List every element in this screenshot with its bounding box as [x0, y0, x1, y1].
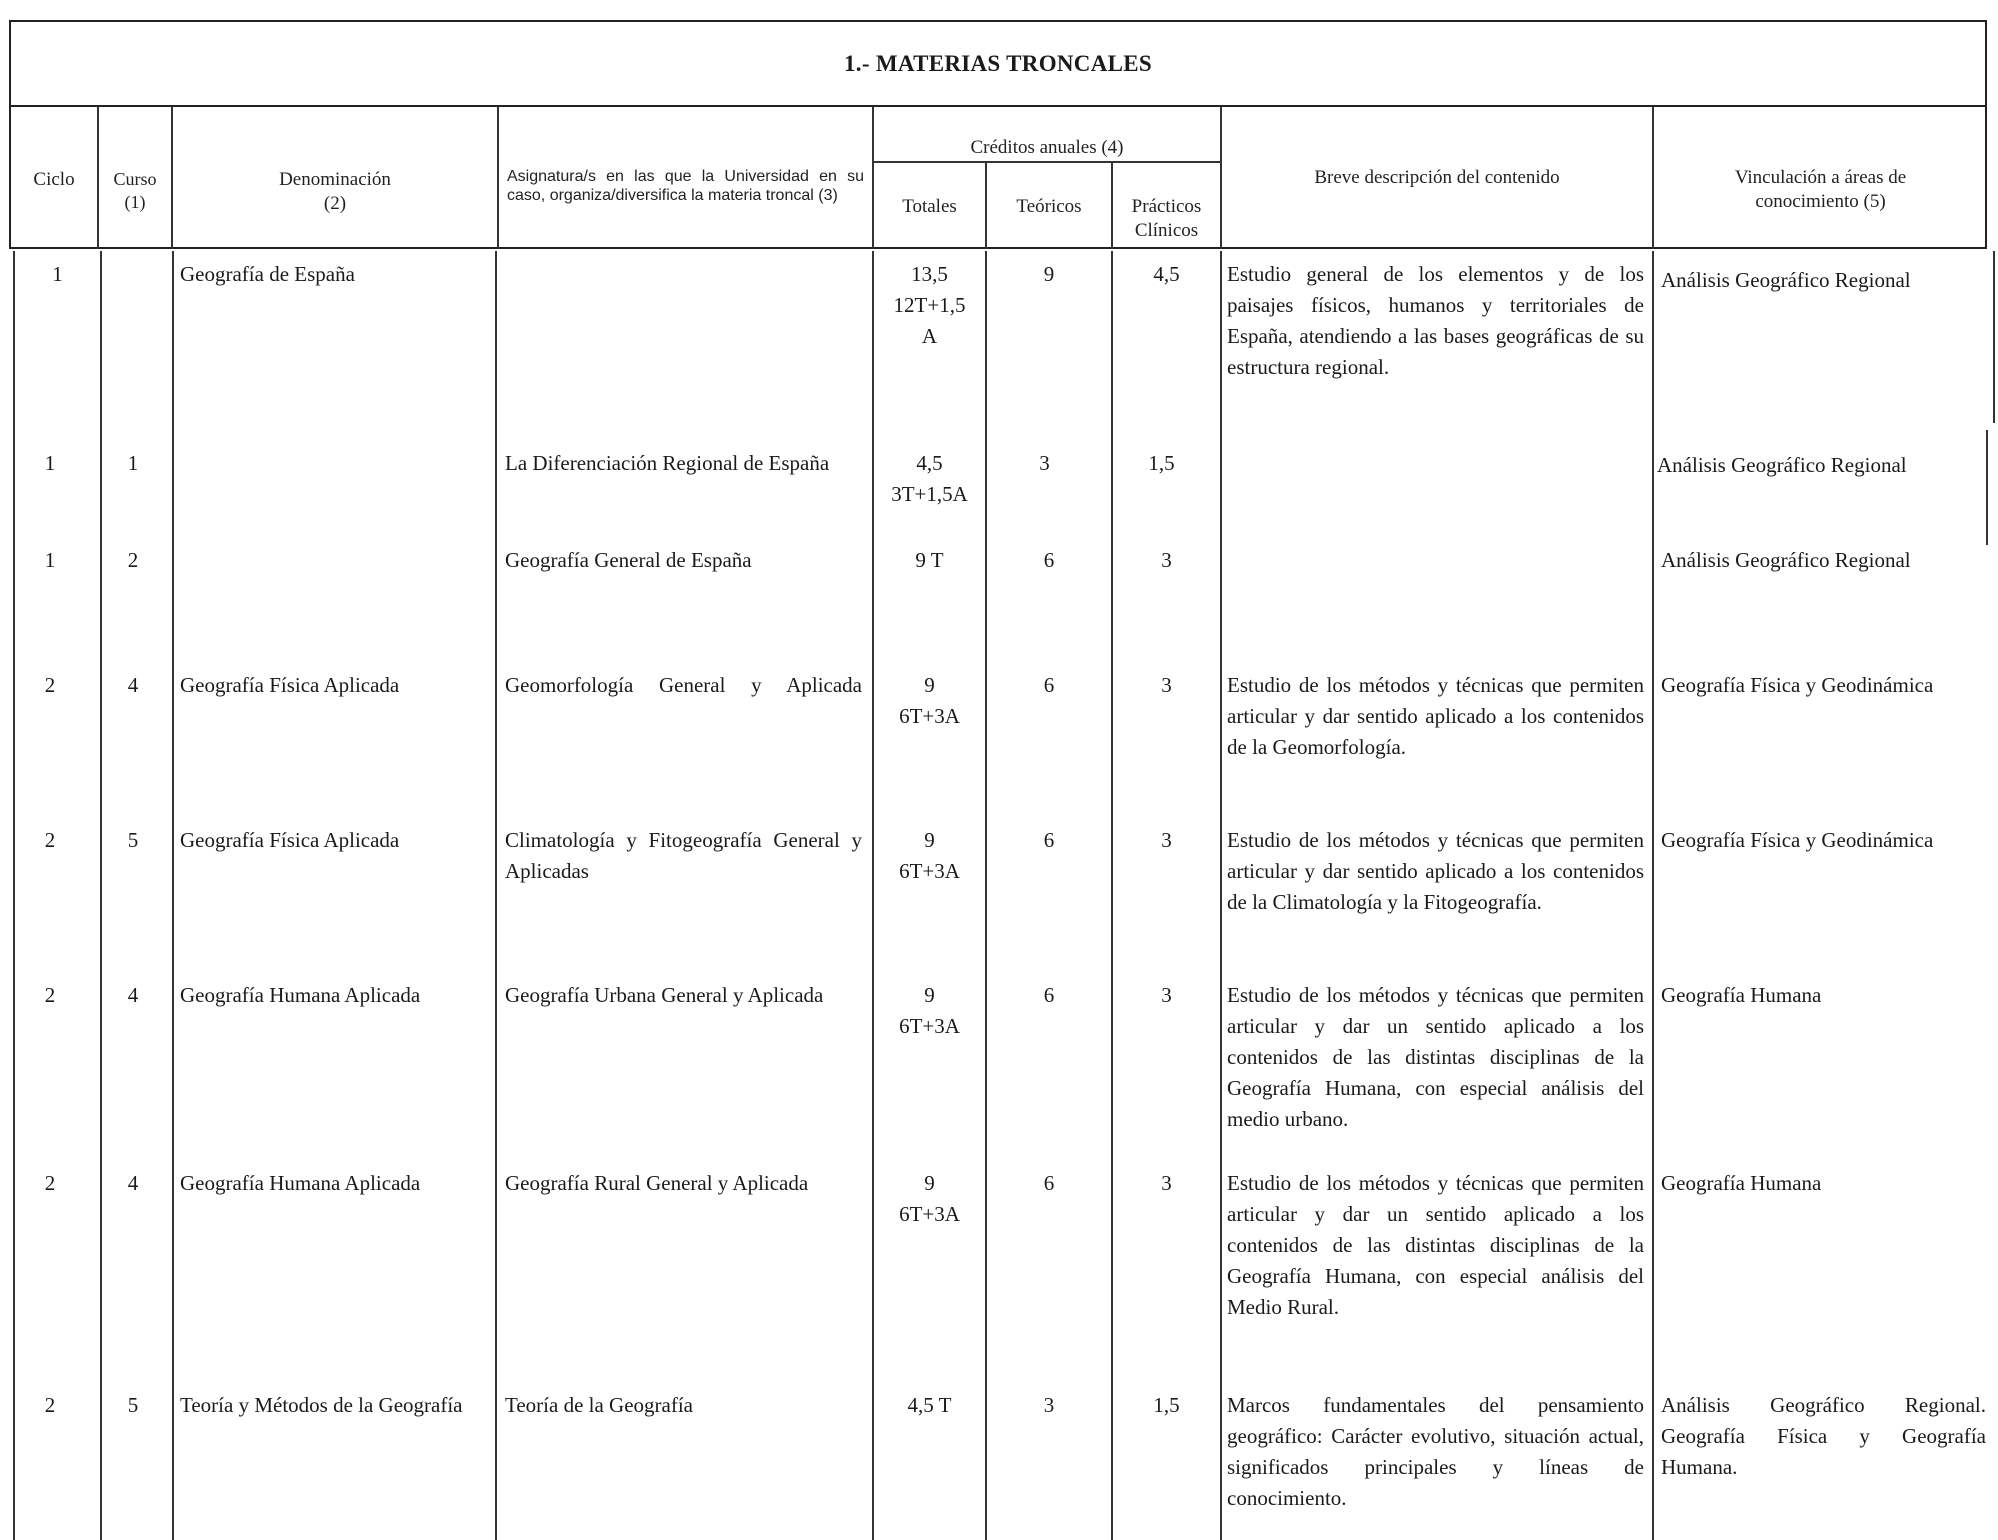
cell-vinculacion: Análisis Geográfico Regional [1657, 453, 1907, 477]
totales-line: 6T+3A [899, 1014, 960, 1038]
header-subdivider [872, 161, 1220, 163]
body-column-rule [13, 251, 15, 1540]
cell-denominacion: Geografía de España [180, 262, 355, 286]
header-divider [497, 107, 499, 249]
cell-descripcion: Estudio de los métodos y técnicas que permiten articular y dar un sentido aplicado a los contenidos de las distintas disciplinas de la Geografía Humana, con especial análisis del Medio Rural. [1227, 1171, 1644, 1319]
cell-teoricos: 3 [1043, 1393, 1055, 1417]
header-vinculacion [1654, 166, 1987, 214]
header-denominacion-label: Denominación [279, 169, 391, 190]
totales-line: 9 [924, 983, 935, 1007]
title-box [9, 20, 1987, 107]
cell-teoricos: 6 [1043, 1171, 1055, 1195]
cell-descripcion: Estudio de los métodos y técnicas que permiten articular y dar sentido aplicado a los contenidos de la Geomorfología. [1227, 673, 1644, 759]
cell-ciclo: 1 [44, 548, 56, 572]
body-column-rule [1986, 430, 1988, 545]
cell-asignatura: Geografía Rural General y Aplicada [505, 1171, 809, 1195]
totales-line: 3T+1,5A [891, 482, 968, 506]
header-curso-note: (1) [124, 192, 146, 212]
cell-practicos: 4,5 [1153, 262, 1180, 286]
cell-ciclo: 2 [44, 828, 56, 852]
header-denominacion [173, 168, 497, 216]
cell-vinculacion: Análisis Geográfico Regional [1661, 548, 1911, 572]
totales-line: 4,5 T [907, 1393, 952, 1417]
cell-teoricos: 6 [1043, 983, 1055, 1007]
cell-descripcion: Estudio general de los elementos y de los paisajes físicos, humanos y territoriales de España, atendiendo a las bases geográficas de su estructura regional. [1227, 262, 1644, 379]
body-column-rule [1652, 251, 1654, 1540]
header-denominacion-note: (2) [323, 193, 347, 214]
cell-curso: 4 [127, 1171, 139, 1195]
cell-asignatura: Teoría de la Geografía [505, 1393, 694, 1417]
cell-totales [874, 670, 985, 732]
cell-ciclo: 1 [52, 262, 63, 286]
cell-vinculacion: Geografía Humana [1661, 1171, 1822, 1195]
cell-curso: 5 [127, 1393, 139, 1417]
cell-ciclo: 2 [44, 673, 56, 697]
cell-vinculacion: Análisis Geográfico Regional. Geografía Física y Geografía Humana. [1661, 1393, 1986, 1479]
header-descripcion: Breve descripción del contenido [1314, 167, 1560, 188]
header-teoricos: Teóricos [1016, 196, 1082, 217]
cell-teoricos: 6 [1043, 828, 1055, 852]
cell-curso: 4 [127, 673, 139, 697]
header-totales: Totales [902, 196, 957, 217]
header-vinculacion-label: Vinculación a áreas de [1734, 167, 1907, 188]
body-column-rule [495, 251, 497, 1540]
cell-practicos: 3 [1161, 673, 1172, 697]
cell-totales [874, 448, 985, 510]
cell-ciclo: 2 [44, 983, 56, 1007]
totales-line: 6T+3A [899, 704, 960, 728]
cell-vinculacion: Análisis Geográfico Regional [1661, 268, 1911, 292]
header-practicos [1113, 195, 1220, 243]
cell-practicos: 3 [1161, 548, 1172, 572]
totales-line: A [921, 324, 938, 348]
cell-totales [874, 825, 985, 887]
cell-descripcion: Marcos fundamentales del pensamiento geográfico: Carácter evolutivo, situación actual, significados principales y líneas de conocimiento. [1227, 1393, 1644, 1510]
cell-teoricos: 6 [1043, 548, 1055, 572]
cell-vinculacion: Geografía Física y Geodinámica [1661, 673, 1934, 697]
body-column-rule [985, 251, 987, 1540]
header-divider [872, 107, 874, 249]
cell-denominacion: Teoría y Métodos de la Geografía [180, 1393, 463, 1417]
cell-curso: 2 [127, 548, 139, 572]
cell-practicos: 3 [1161, 1171, 1172, 1195]
header-ciclo: Ciclo [33, 169, 75, 190]
totales-line: 9 [924, 828, 935, 852]
cell-teoricos: 9 [1043, 262, 1055, 286]
totales-line: 4,5 [916, 451, 943, 475]
header-curso-label: Curso [113, 169, 157, 189]
cell-denominacion: Geografía Humana Aplicada [180, 1171, 421, 1195]
cell-practicos: 3 [1161, 828, 1172, 852]
cell-practicos: 3 [1161, 983, 1172, 1007]
totales-line: 6T+3A [899, 859, 960, 883]
cell-totales [874, 259, 985, 352]
cell-denominacion: Geografía Física Aplicada [180, 673, 400, 697]
header-practicos-label: Prácticos [1131, 196, 1202, 217]
body-column-rule [1220, 251, 1222, 1540]
totales-line: 12T+1,5 [893, 293, 966, 317]
cell-totales [874, 1168, 985, 1230]
cell-totales [874, 545, 985, 576]
body-column-rule [172, 251, 174, 1540]
cell-asignatura: Climatología y Fitogeografía General y Aplicadas [505, 828, 862, 883]
cell-curso: 4 [127, 983, 139, 1007]
cell-teoricos: 3 [1039, 451, 1050, 475]
page-title: 1.- MATERIAS TRONCALES [844, 50, 1152, 76]
body-column-rule [872, 251, 874, 1540]
cell-descripcion: Estudio de los métodos y técnicas que permiten articular y dar sentido aplicado a los contenidos de la Climatología y la Fitogeografía. [1227, 828, 1644, 914]
cell-practicos: 1,5 [1148, 451, 1175, 475]
header-curso [99, 168, 171, 214]
totales-line: 9 [924, 673, 935, 697]
header-clinicos-label: Clínicos [1134, 220, 1199, 241]
body-column-rule [1111, 251, 1113, 1540]
totales-line: 13,5 [911, 262, 948, 286]
totales-line: 6T+3A [899, 1202, 960, 1226]
totales-line: 9 T [915, 548, 944, 572]
cell-descripcion: Estudio de los métodos y técnicas que permiten articular y dar un sentido aplicado a los contenidos de las distintas disciplinas de la Geografía Humana, con especial análisis del medio urbano. [1227, 983, 1644, 1131]
cell-ciclo: 2 [44, 1393, 56, 1417]
cell-ciclo: 2 [44, 1171, 56, 1195]
asignatura-text: Geomorfología General y Aplicada [505, 673, 862, 697]
cell-vinculacion: Geografía Física y Geodinámica [1661, 828, 1934, 852]
cell-asignatura [505, 670, 862, 701]
cell-totales [874, 980, 985, 1042]
body-column-rule [100, 251, 102, 1540]
cell-vinculacion: Geografía Humana [1661, 983, 1822, 1007]
cell-ciclo: 1 [44, 451, 56, 475]
cell-asignatura: La Diferenciación Regional de España [505, 451, 830, 475]
cell-totales [874, 1390, 985, 1421]
body-column-rule [1993, 251, 1995, 423]
cell-asignatura: Geografía Urbana General y Aplicada [505, 983, 824, 1007]
cell-teoricos: 6 [1043, 673, 1055, 697]
cell-curso: 5 [127, 828, 139, 852]
totales-line: 9 [924, 1171, 935, 1195]
cell-practicos: 1,5 [1153, 1393, 1180, 1417]
cell-asignatura: Geografía General de España [505, 548, 752, 572]
cell-denominacion: Geografía Física Aplicada [180, 828, 400, 852]
header-asignatura: Asignatura/s en las que la Universidad en su caso, organiza/diversifica la materia troncal (3) [507, 168, 864, 204]
cell-curso: 1 [127, 451, 139, 475]
header-creditos: Créditos anuales (4) [970, 137, 1124, 158]
cell-denominacion: Geografía Humana Aplicada [180, 983, 421, 1007]
header-vinculacion-note: conocimiento (5) [1755, 191, 1886, 212]
